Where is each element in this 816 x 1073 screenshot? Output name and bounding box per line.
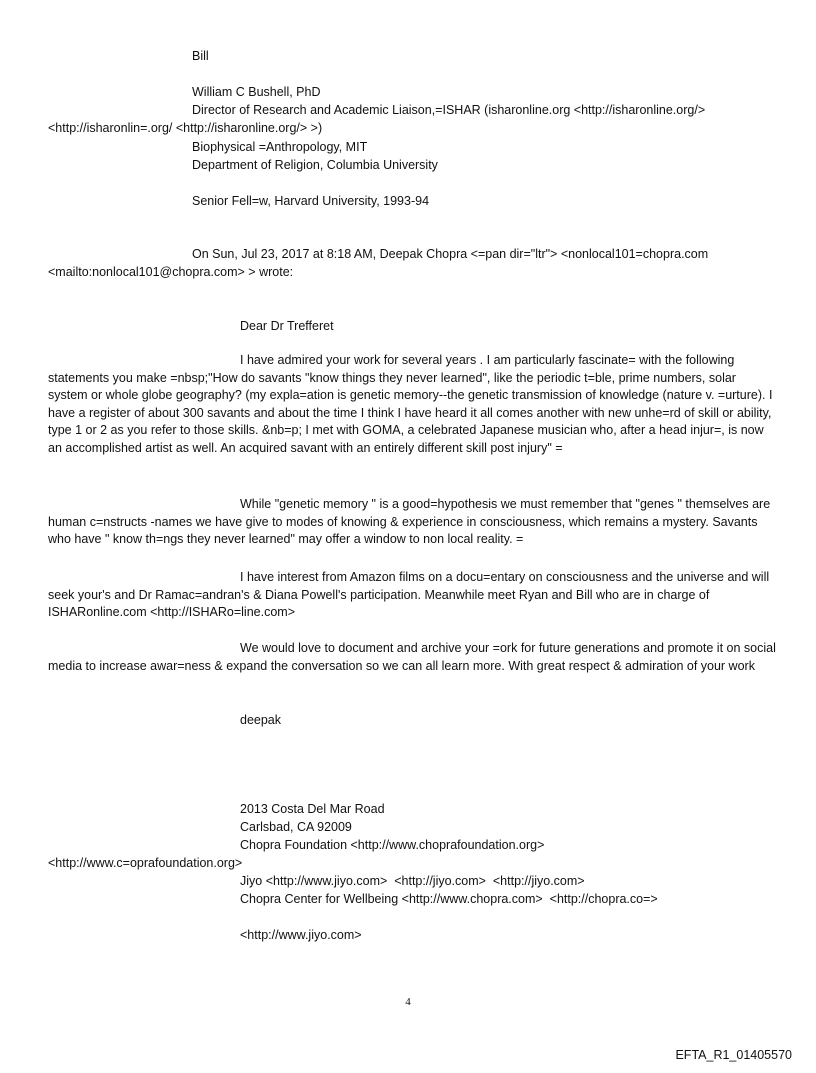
bates-number: EFTA_R1_01405570 <box>675 1048 792 1062</box>
address-foundation: Chopra Foundation <http://www.choprafoundation.org> <box>240 838 545 852</box>
sig-title: Director of Research and Academic Liaison,=ISHAR (isharonline.org <http://isharonline.org/> <box>192 103 706 117</box>
address-jiyo-link: <http://www.jiyo.com> <box>240 928 362 942</box>
letter-paragraph-4 <box>48 640 778 675</box>
letter-paragraph-1 <box>48 352 778 457</box>
sig-title-cont: <http://isharonlin=.org/ <http://isharonline.org/> >) <box>48 121 323 135</box>
p3-first: I have interest from Amazon films on a docu=entary on consciousness and the universe <box>240 570 724 584</box>
address-center: Chopra Center for Wellbeing <http://www.chopra.com> <http://chopra.co=> <box>240 892 658 906</box>
address-jiyo: Jiyo <http://www.jiyo.com> <http://jiyo.com> <http://jiyo.com> <box>240 874 585 888</box>
p1-first: I have admired your work for several years . I am particularly fascinate= with the <box>240 353 683 367</box>
page-number: 4 <box>405 996 411 1008</box>
sig-name: William C Bushell, PhD <box>192 85 321 99</box>
sig-greeting: Bill <box>192 49 209 63</box>
sig-fellow: Senior Fell=w, Harvard University, 1993-94 <box>192 194 430 208</box>
letter-signoff: deepak <box>240 713 282 727</box>
p4-first: We would love to document and archive your =ork for future generations and promote <box>240 641 714 655</box>
quote-header-line1: On Sun, Jul 23, 2017 at 8:18 AM, Deepak Chopra <=pan dir="ltr"> <nonlocal101=chopra.com <box>192 247 709 261</box>
sig-affil-columbia: Department of Religion, Columbia University <box>192 158 438 172</box>
address-city: Carlsbad, CA 92009 <box>240 820 352 834</box>
letter-salutation: Dear Dr Trefferet <box>240 319 334 333</box>
p1-rest: following statements you make =nbsp;"How do savants "know things they never learned", like the periodic t=ble, prime numbers, solar system or whole globe geography? (my expla=ation is genetic memory--the genetic transmission of knowledge (nature v. =urture). I have a register of about 300 savants and about the time I think I have heard it all comes another with new unhe=rd of skill or ability, type 1 or 2 as you refer to those skills. &nb=p; I met with GOMA, a celebrated Japanese musician who, after a head injur=, is now an accomplished artist as well. An acquired savant with an entirely different skill post injury" = <box>48 353 773 455</box>
address-foundation-cont: <http://www.c=oprafoundation.org> <box>48 856 243 870</box>
p4-rest: it on social media to increase awar=ness & expand the conversation so we can all learn more. With great respect & admiration of your work <box>48 641 776 673</box>
letter-paragraph-2 <box>48 496 778 549</box>
p3-rest: and will seek your's and Dr Ramac=andran's & Diana Powell's participation. Meanwhile meet Ryan and Bill who are in charge of ISHARonline.com <http://ISHARo=line.com> <box>48 570 770 619</box>
sig-affil-mit: Biophysical =Anthropology, MIT <box>192 140 368 154</box>
p2-first: While "genetic memory " is a good=hypothesis we must remember that "genes " <box>240 497 682 511</box>
quote-header-line2: <mailto:nonlocal101@chopra.com> > wrote: <box>48 265 294 279</box>
address-street: 2013 Costa Del Mar Road <box>240 802 385 816</box>
p2-rest: themselves are human c=nstructs -names we have give to modes of knowing & experience in consciousness, which remains a mystery. Savants who have " know th=ngs they never learned" may offer a window to non local reality. = <box>48 497 771 546</box>
letter-paragraph-3 <box>48 569 778 622</box>
